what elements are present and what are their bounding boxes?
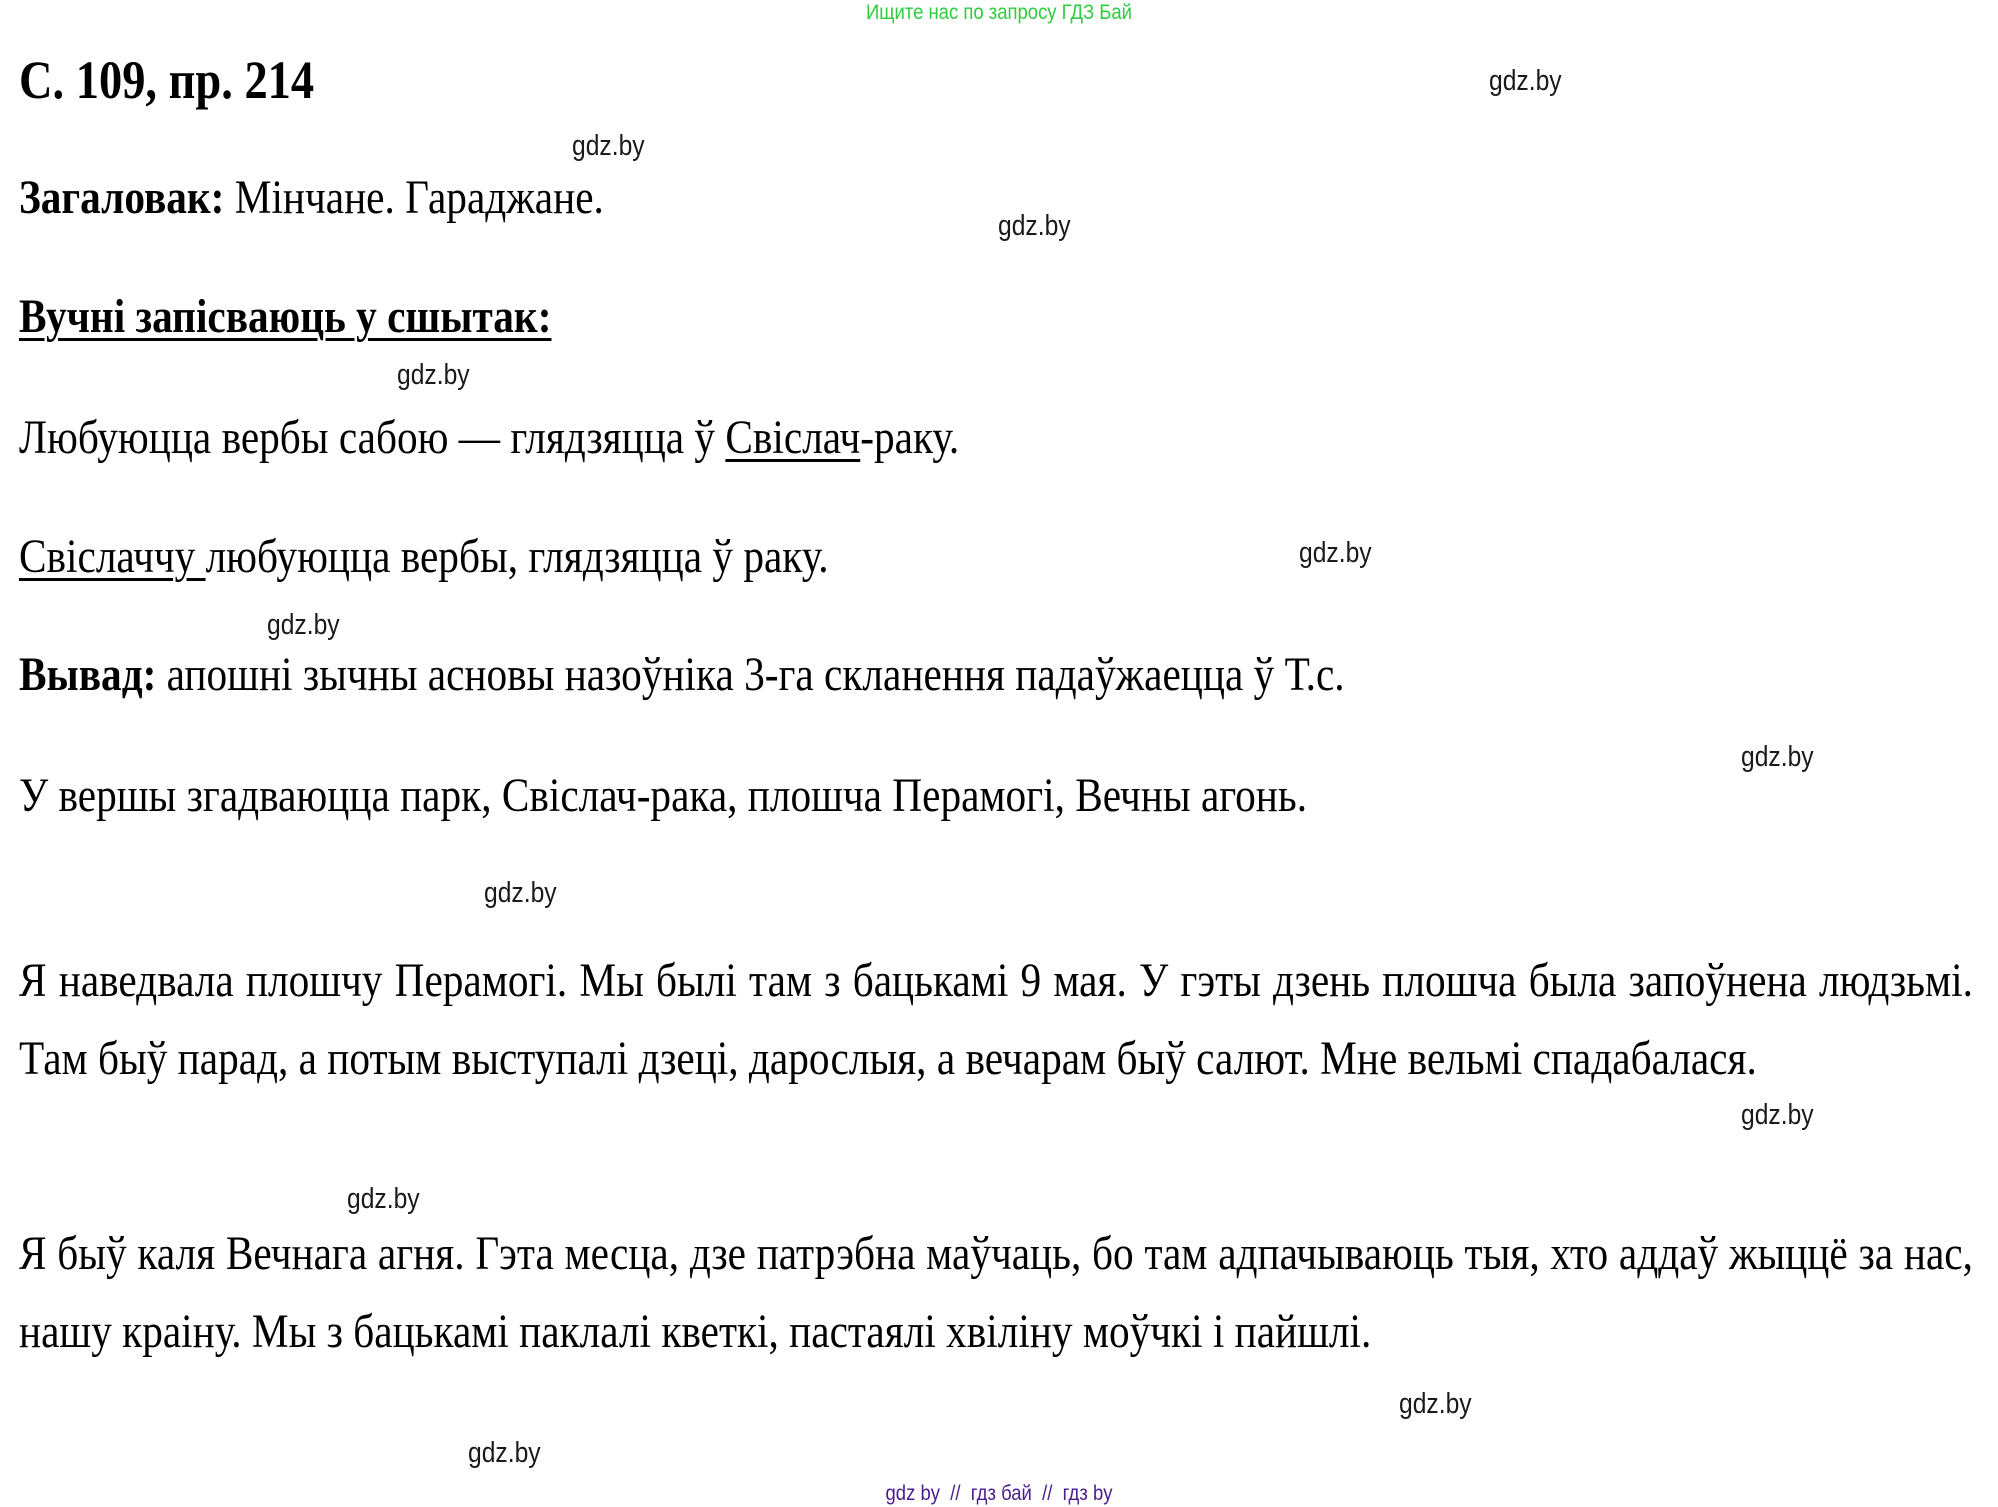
watermark: gdz.by bbox=[468, 1437, 541, 1469]
footer-text: gdz by // гдз бай // гдз by bbox=[885, 1482, 1113, 1505]
page-title: С. 109, пр. 214 bbox=[19, 50, 315, 110]
conclusion-line bbox=[19, 646, 1345, 704]
watermark: gdz.by bbox=[347, 1183, 420, 1215]
conclusion-text: апошні зычны асновы назоўніка 3-га скланення падаўжаецца ў Т.с. bbox=[156, 648, 1345, 701]
sentence-1-before: Любуюцца вербы сабою — глядзяцца ў bbox=[19, 411, 726, 464]
top-banner-text: Ищите нас по запросу ГДЗ Бай bbox=[865, 1, 1132, 24]
heading-text: Мінчане. Гараджане. bbox=[224, 171, 604, 224]
watermark: gdz.by bbox=[267, 609, 340, 641]
watermark: gdz.by bbox=[1399, 1388, 1472, 1420]
paragraph-2: Я быў каля Вечнага агня. Гэта месца, дзе патрэбна маўчаць, бо там адпачываюць тыя, хто аддаў жыццё за нас, нашу краіну. Мы з бацькамі паклалі кветкі, пастаялі хвіліну моўчкі і пайшлі. bbox=[19, 1227, 1973, 1358]
heading-line bbox=[19, 169, 604, 227]
sentence-1-after: -раку. bbox=[860, 411, 960, 464]
watermark: gdz.by bbox=[1299, 537, 1372, 569]
mentions-line: У вершы згадваюцца парк, Свіслач-рака, плошча Перамогі, Вечны агонь. bbox=[19, 769, 1308, 822]
watermark: gdz.by bbox=[572, 130, 645, 162]
heading-label: Загаловак: bbox=[19, 171, 225, 224]
paragraph-1: Я наведвала плошчу Перамогі. Мы былі там з бацькамі 9 мая. У гэты дзень плошча была запоўнена людзьмі. Там быў парад, а потым выступалі дзецi, дарослыя, а вечарам быў салют. Мне вельмі спадабалася. bbox=[19, 954, 1973, 1085]
sentence-2 bbox=[19, 528, 829, 586]
footer bbox=[120, 1481, 1878, 1507]
sentence-1-underlined: Свіслач bbox=[725, 411, 861, 464]
watermark: gdz.by bbox=[397, 359, 470, 391]
watermark: gdz.by bbox=[1741, 1099, 1814, 1131]
notebook-heading: Вучні запісваюць у сшытак: bbox=[19, 290, 552, 343]
sentence-2-after: любуюцца вербы, глядзяцца ў раку. bbox=[205, 530, 829, 583]
conclusion-label: Вывад: bbox=[19, 648, 157, 701]
watermark: gdz.by bbox=[1489, 65, 1562, 97]
top-banner bbox=[120, 0, 1878, 26]
watermark: gdz.by bbox=[998, 210, 1071, 242]
sentence-1 bbox=[19, 409, 959, 467]
sentence-2-underlined: Свіслаччу bbox=[19, 530, 206, 583]
watermark: gdz.by bbox=[1741, 741, 1814, 773]
watermark: gdz.by bbox=[484, 877, 557, 909]
